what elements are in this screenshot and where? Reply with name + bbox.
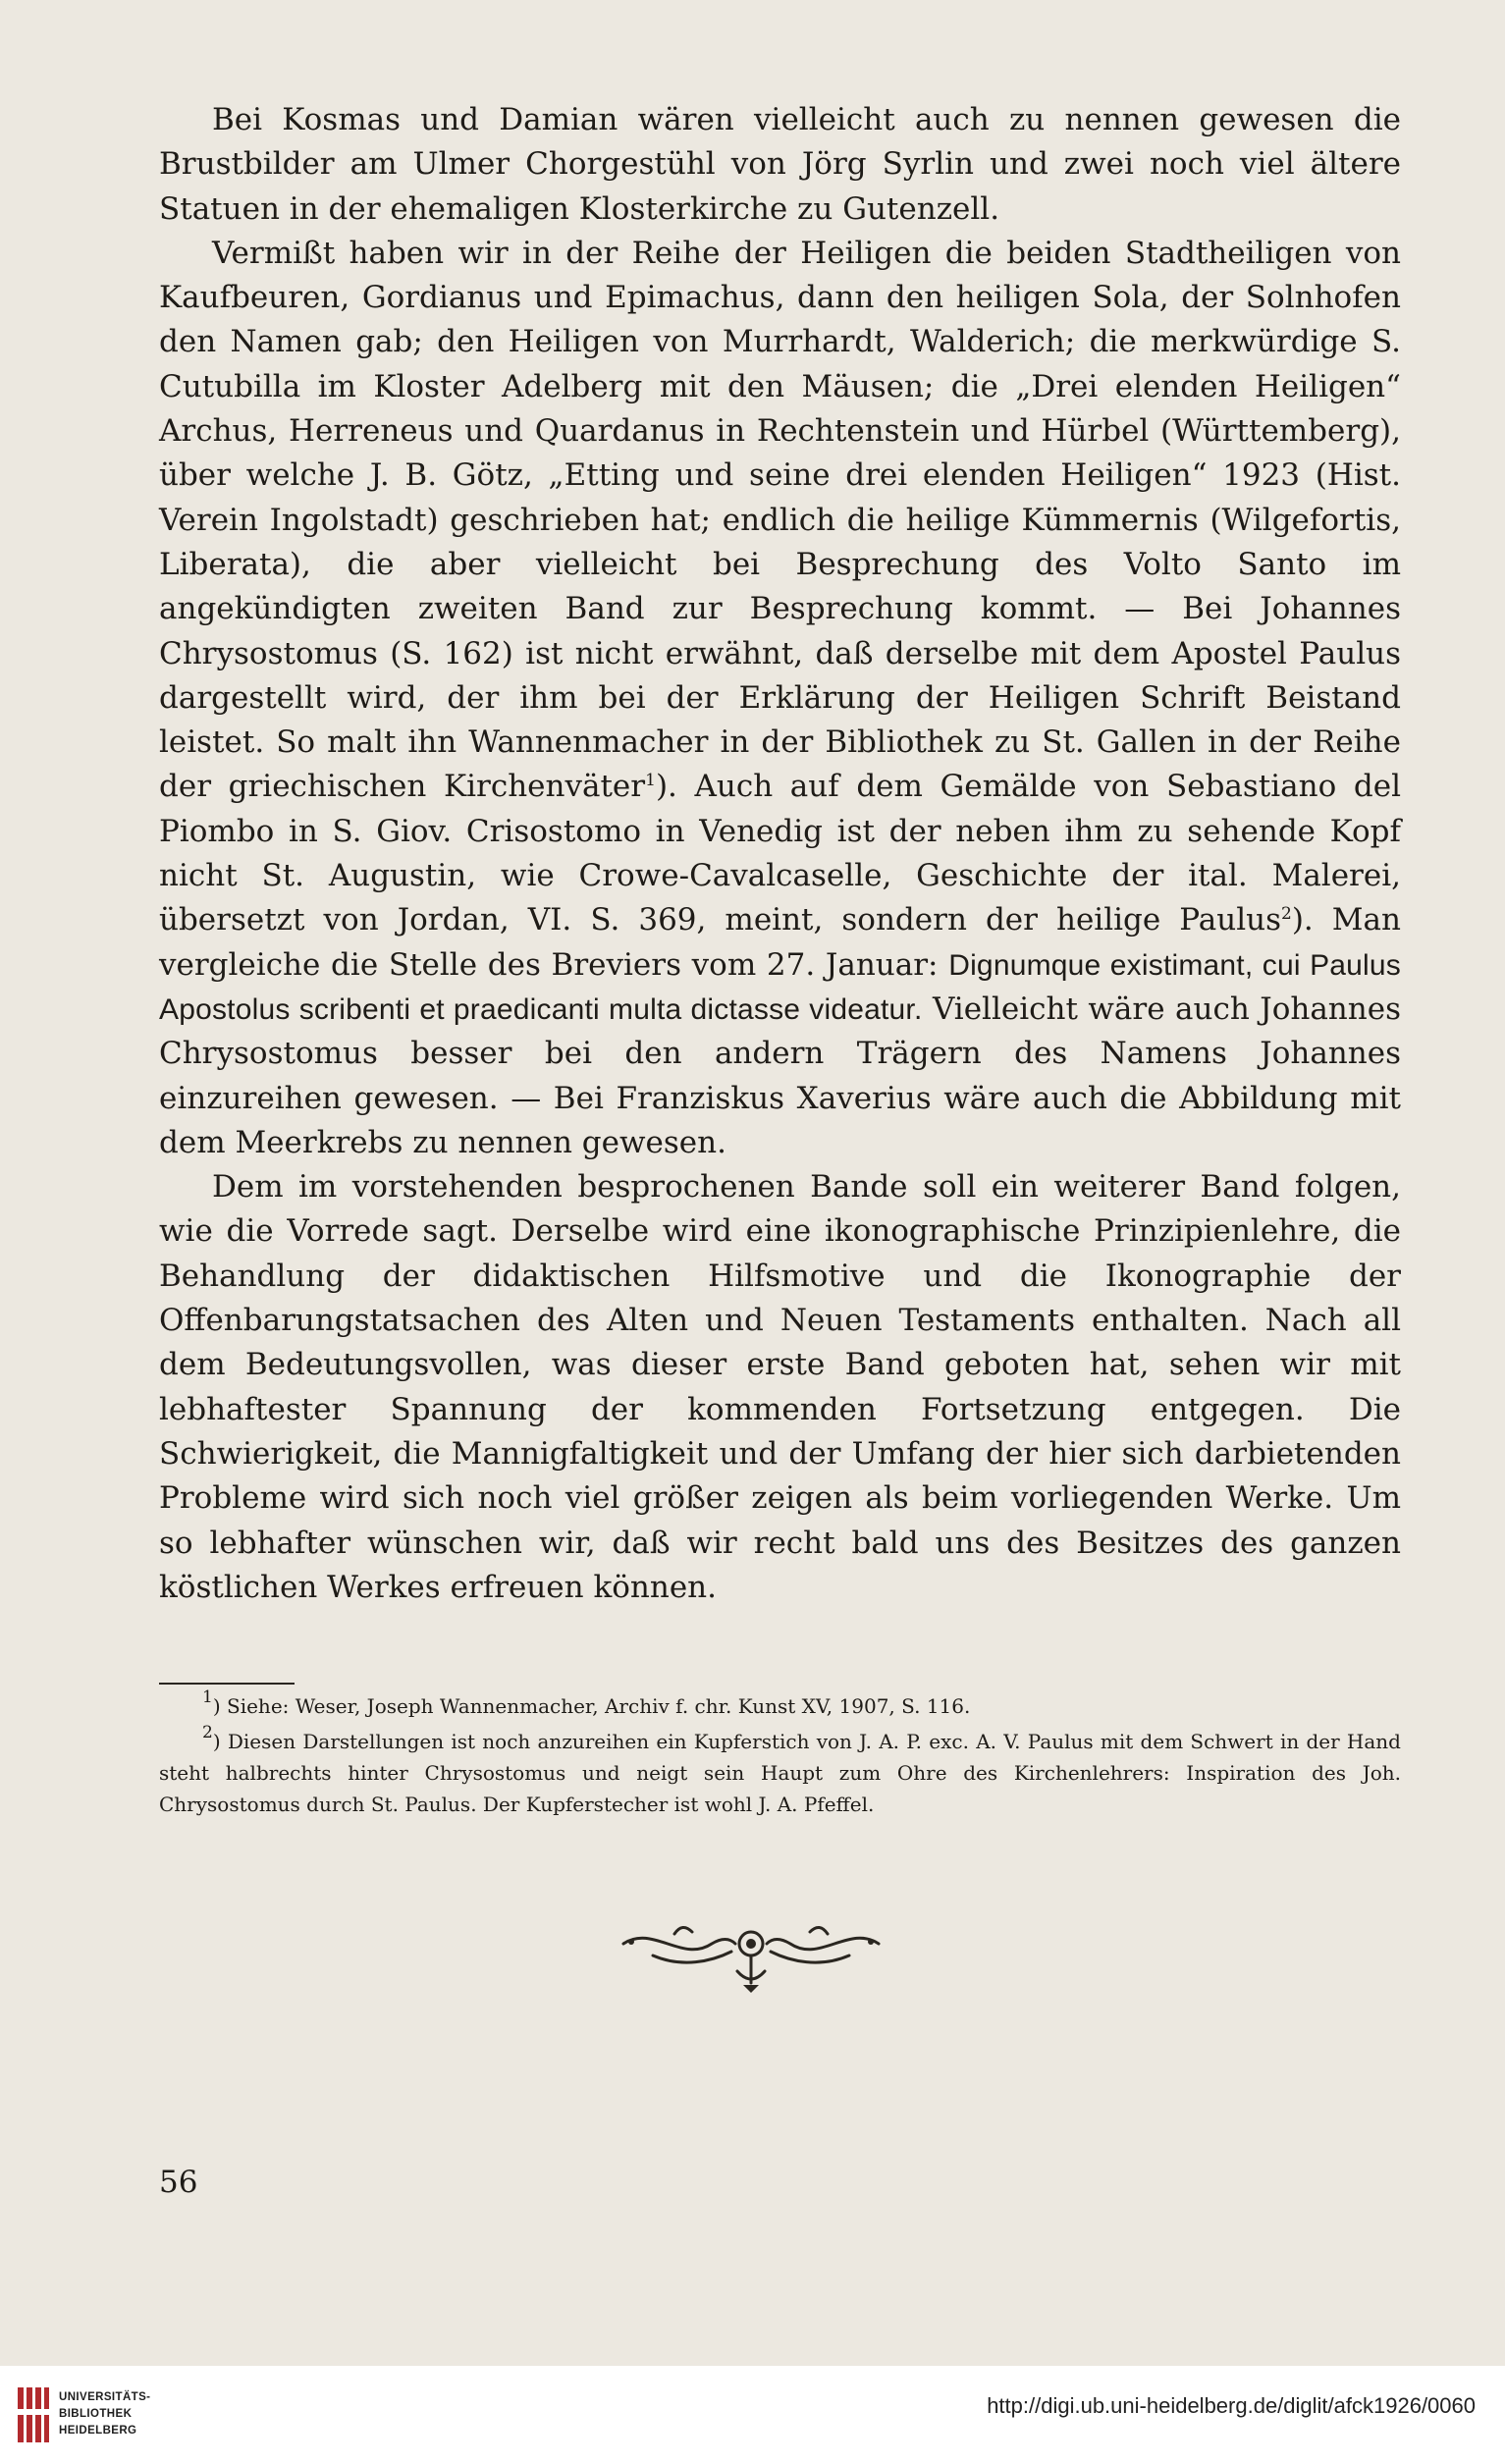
footnote-marker-paren: ) <box>212 1694 227 1718</box>
text-run: Bei Kosmas und Damian wären vielleicht auch zu nennen gewesen die Brustbilder am Ulmer Chorgestühl von Jörg Syrlin und zwei noch viel ältere Statuen in der ehemaligen Klosterkirche zu Gutenzell. <box>159 102 1401 227</box>
footnote <box>159 1687 1401 1722</box>
body-paragraph <box>159 232 1401 1165</box>
footnote-reference: 2 <box>1280 904 1292 925</box>
vignette-ornament-icon <box>614 1914 888 1993</box>
footnote-marker: 1 <box>202 1687 213 1707</box>
footnote <box>159 1723 1401 1820</box>
logo-line: UNIVERSITÄTS- <box>59 2391 151 2403</box>
text-run: ). Auch auf dem Gemälde von Sebastiano del Piombo in S. Giov. Crisostomo in Venedig ist der neben ihm zu sehende Kopf nicht St. Augustin, wie Crowe-Cavalcaselle, Geschichte der ital. Malerei, übersetzt von Jordan, VI. S. 369, meint, sondern der heilige Paulus <box>159 769 1401 938</box>
body-paragraph <box>159 98 1401 232</box>
text-run: Dem im vorstehenden besprochenen Bande soll ein weiterer Band folgen, wie die Vorrede sagt. Derselbe wird eine ikonographische Prinzipienlehre, die Behandlung der didaktischen Hilfsmotive und die Ikonographie der Offenbarungstatsachen des Alten und Neuen Testaments enthalten. Nach all dem Bedeutungsvollen, was dieser erste Band geboten hat, sehen wir mit lebhaftester Spannung der kommenden Fortsetzung entgegen. Die Schwierigkeit, die Mannigfaltigkeit und der Umfang der hier sich darbietenden Probleme wird sich noch viel größer zeigen als beim vorliegenden Werke. Um so lebhafter wünschen wir, daß wir recht bald uns des Besitzes des ganzen köstlichen Werkes erfreuen können. <box>159 1169 1401 1605</box>
footnote-rule <box>159 1683 295 1685</box>
footnote-text: Diesen Darstellungen ist noch anzureihen ein Kupferstich von J. A. P. exc. A. V. Paulus mit dem Schwert in der Hand steht halbrechts hinter Chrysostomus und neigt sein Haupt zum Ohre des Kirchenlehrers: Inspiration des Joh. Chrysostomus durch St. Paulus. Der Kupferstecher ist wohl J. A. Pfeffel. <box>159 1730 1401 1816</box>
footnote-marker: 2 <box>202 1723 213 1742</box>
logo-line: BIBLIOTHEK <box>59 2408 133 2420</box>
library-logo-text <box>59 2389 150 2439</box>
latin-quotation: Dignumque existimant, cui Paulus Apostolus scribenti et praedicanti multa dictasse videatur. <box>159 948 1401 1026</box>
source-url-link[interactable]: http://digi.ub.uni-heidelberg.de/diglit/afck1926/0060 <box>987 2393 1476 2418</box>
logo-line: HEIDELBERG <box>59 2425 137 2437</box>
footnotes <box>159 1687 1401 1824</box>
footnote-reference: 1 <box>645 771 656 791</box>
body-paragraph <box>159 1165 1401 1610</box>
text-run: ). Man vergleiche die Stelle des Breviers vom 27. Januar: <box>159 902 1401 983</box>
footnote-marker-paren: ) <box>212 1730 228 1753</box>
text-run: Vermißt haben wir in der Reihe der Heiligen die beiden Stadtheiligen von Kaufbeuren, Gordianus und Epimachus, dann den heiligen Sola, der Solnhofen den Namen gab; den Heiligen von Murrhardt, Walderich; die merkwürdige S. Cutubilla im Kloster Adelberg mit den Mäusen; die „Drei elenden Heiligen“ Archus, Herreneus und Quardanus in Rechtenstein und Hürbel (Württemberg), über welche J. B. Götz, „Etting und seine drei elenden Heiligen“ 1923 (Hist. Verein Ingolstadt) geschrieben hat; endlich die heilige Kümmernis (Wilgefortis, Liberata), die aber vielleicht bei Besprechung des Volto Santo im angekündigten zweiten Band zur Besprechung kommt. — Bei Johannes Chrysostomus (S. 162) ist nicht erwähnt, daß derselbe mit dem Apostel Paulus dargestellt wird, der ihm bei der Erklärung der Heiligen Schrift Beistand leistet. So malt ihn Wannenmacher in der Bibliothek zu St. Gallen in der Reihe der griechischen Kirchenväter <box>159 235 1401 805</box>
body-text <box>159 98 1401 1610</box>
footer-bar <box>0 2366 1505 2464</box>
footnote-text: Siehe: Weser, Joseph Wannenmacher, Archiv f. chr. Kunst XV, 1907, S. 116. <box>227 1694 971 1718</box>
text-run: Vielleicht wäre auch Johannes Chrysostomus besser bei den andern Trägern des Namens Johannes einzureihen gewesen. — Bei Franziskus Xaverius wäre auch die Abbildung mit dem Meerkrebs zu nennen gewesen. <box>159 991 1401 1160</box>
library-logo-icon <box>16 2385 51 2444</box>
library-logo[interactable] <box>16 2382 192 2450</box>
page-number: 56 <box>159 2165 198 2200</box>
